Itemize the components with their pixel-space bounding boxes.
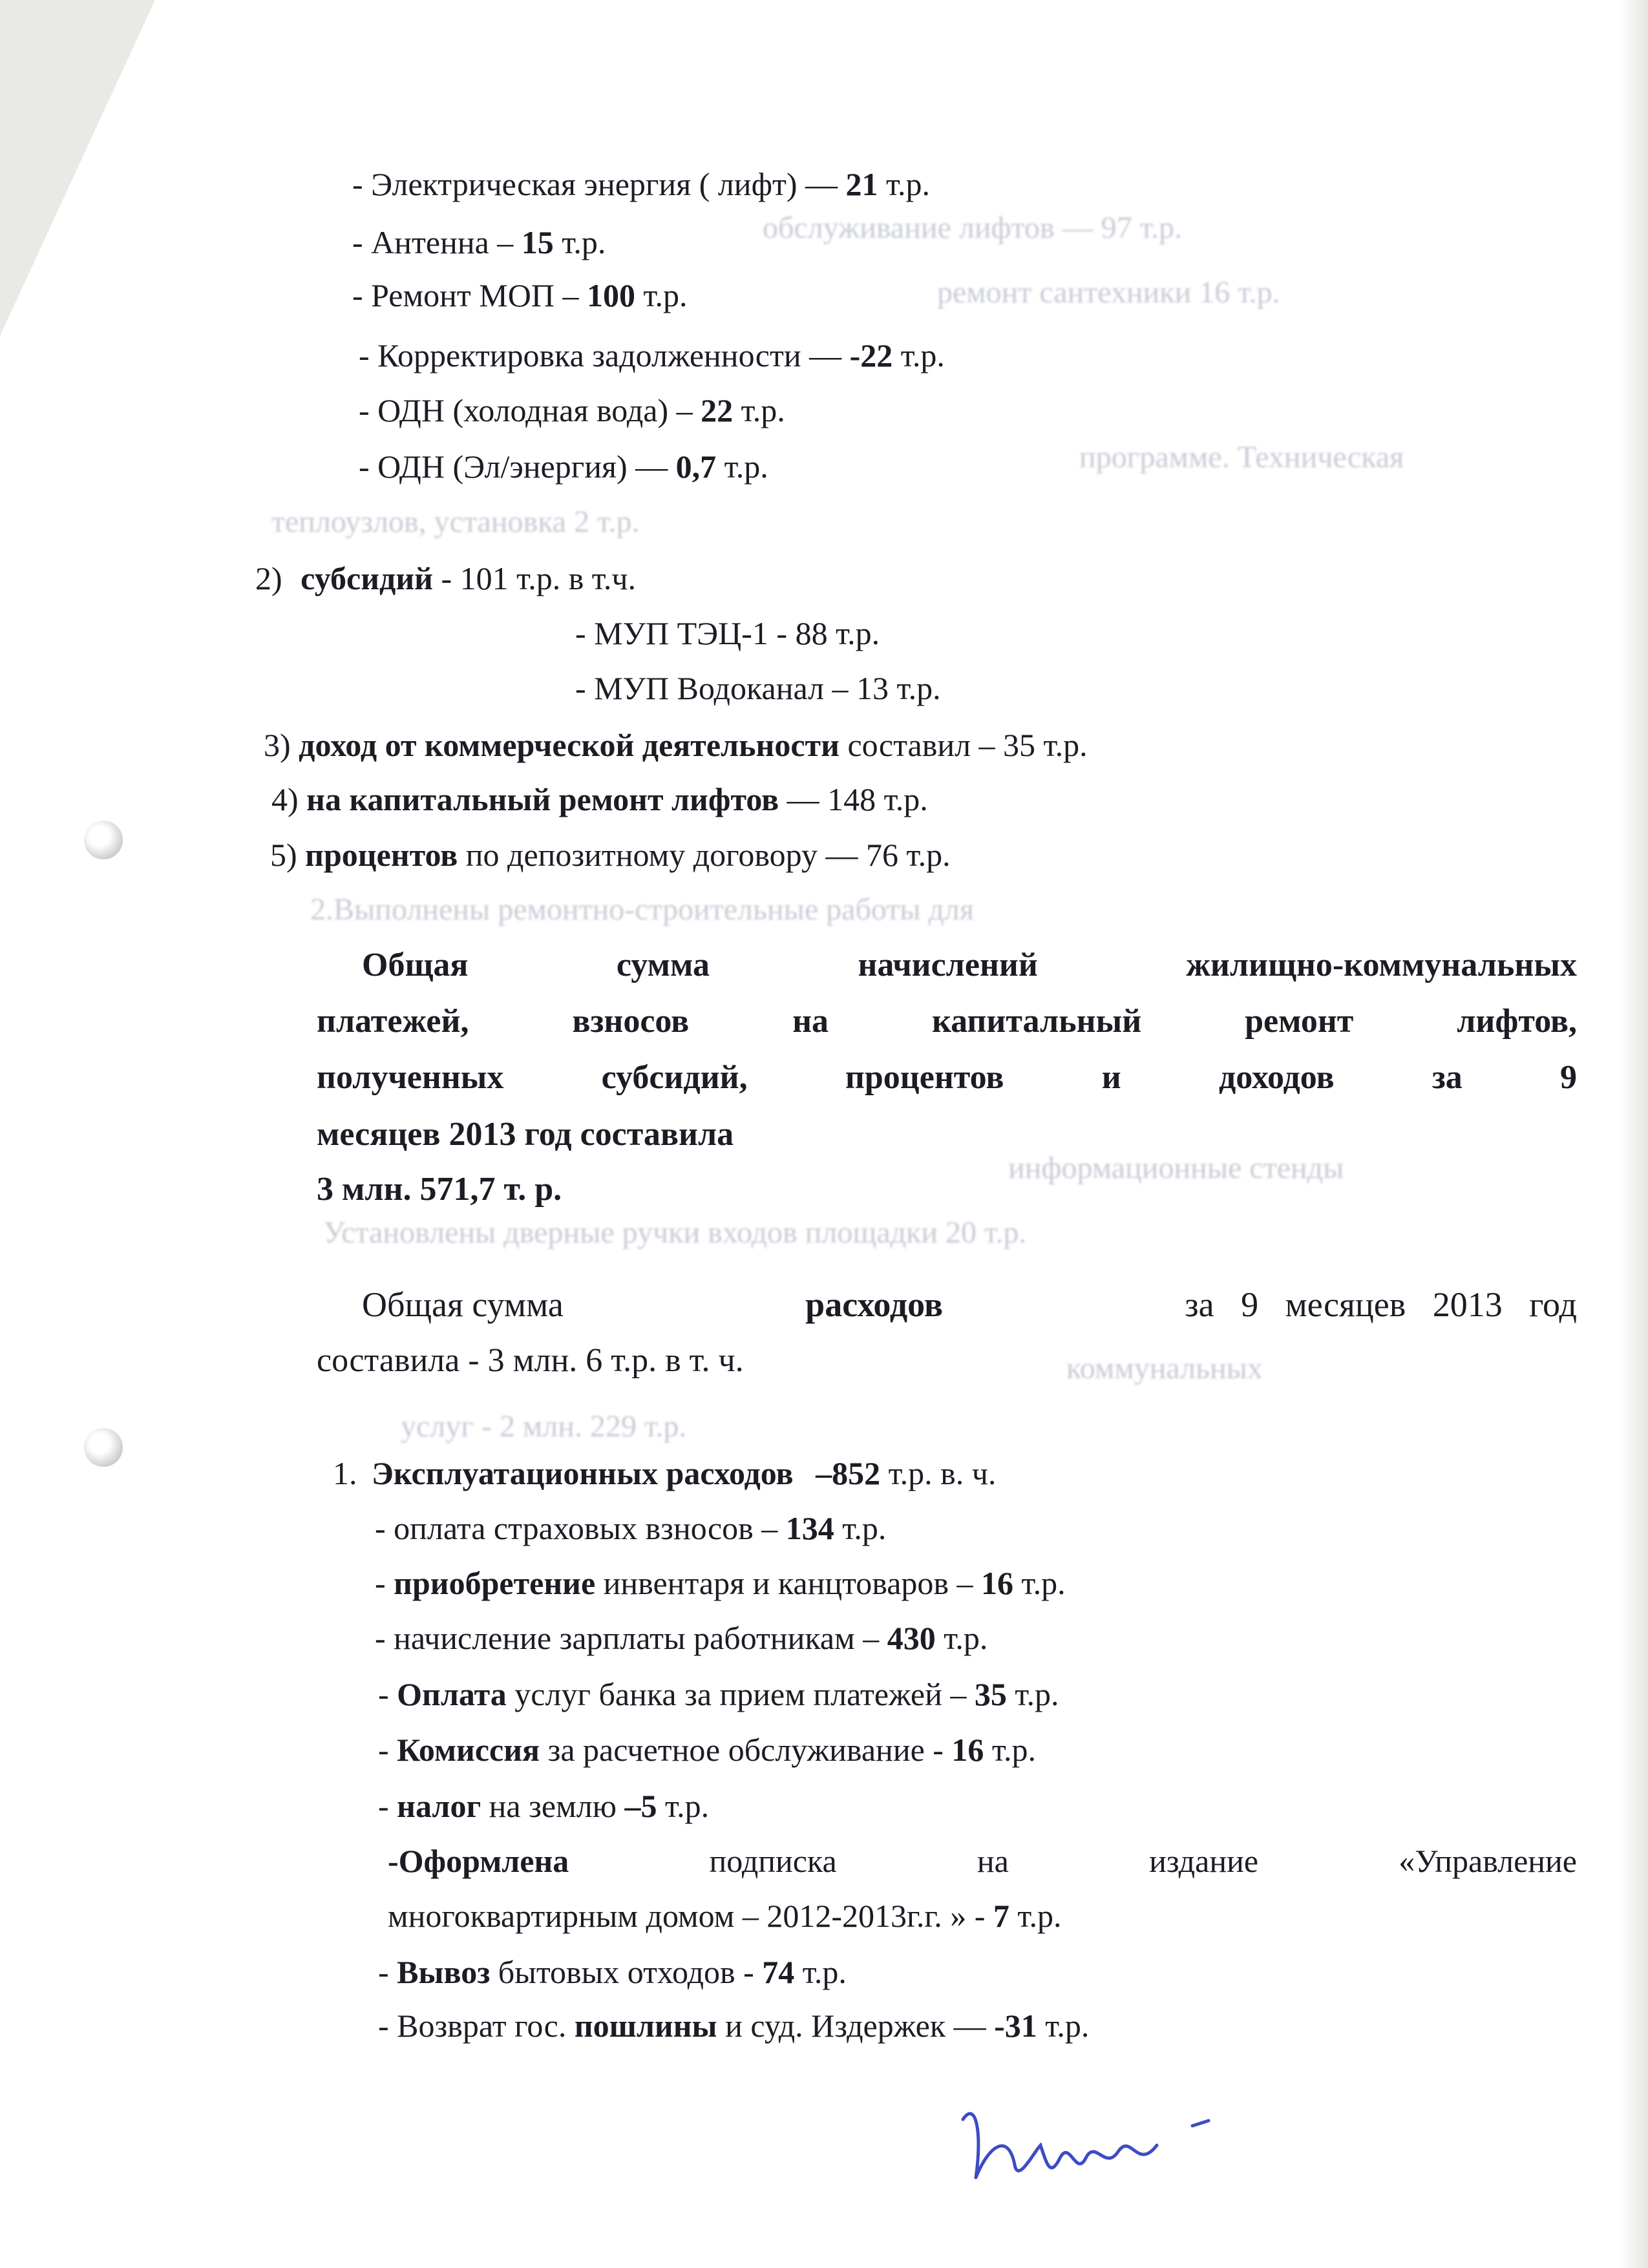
word: т.р. xyxy=(665,1788,710,1824)
word xyxy=(1399,1845,1577,1877)
word: 0,7 xyxy=(675,448,724,485)
expenses-summary-bold: расходов xyxy=(805,1285,943,1324)
word: 134 xyxy=(785,1510,843,1546)
word: — xyxy=(635,448,676,485)
bleed-text: ремонт сантехники 16 т.р. xyxy=(937,275,1280,310)
word: Издержек xyxy=(811,2008,954,2044)
word: - xyxy=(933,1732,952,1768)
word: вода) xyxy=(597,392,677,428)
word: Возврат xyxy=(397,2008,515,2044)
word: Корректировка xyxy=(377,337,593,373)
word: 16 xyxy=(981,1565,1022,1601)
word: Комиссия xyxy=(397,1732,548,1768)
bleed-text: Установлены дверные ручки входов площадки 20 т.р. xyxy=(323,1215,1027,1250)
signature xyxy=(937,2074,1247,2216)
bleed-text: 2.Выполнены ремонтно-строительные работы для xyxy=(310,892,974,927)
word: - xyxy=(375,1620,394,1656)
subsidies-label: субсидий xyxy=(301,560,433,596)
word: — xyxy=(953,2008,995,2044)
word: т.р. xyxy=(885,166,931,202)
word: т.р. xyxy=(724,448,768,485)
expense-item xyxy=(375,1622,988,1654)
list-number: 1. xyxy=(333,1455,357,1491)
word: – xyxy=(676,392,701,428)
word: т.р. xyxy=(1015,1676,1059,1712)
page-edge-shadow xyxy=(1620,0,1648,2268)
word: - xyxy=(352,166,372,202)
word: начисление xyxy=(394,1620,560,1656)
income-summary xyxy=(317,1061,1577,1095)
list-number: 5) xyxy=(270,837,297,873)
word: - xyxy=(974,1898,993,1934)
word: отходов xyxy=(627,1954,744,1990)
folded-corner xyxy=(0,0,155,336)
subsidy-item: - МУП ТЭЦ-1 - 88 т.р. xyxy=(575,615,880,651)
bleed-text: обслуживание лифтов — 97 т.р. xyxy=(763,211,1183,245)
word: т.р. xyxy=(1021,1565,1066,1601)
word: 35 xyxy=(974,1676,1015,1712)
word: ОДН xyxy=(377,392,453,428)
lifts-text: — 148 т.р. xyxy=(779,781,928,817)
expenses-heading xyxy=(333,1457,996,1489)
word: издание xyxy=(1149,1843,1259,1879)
word xyxy=(388,1845,569,1877)
income-item xyxy=(359,394,785,426)
income-item xyxy=(359,339,945,372)
word: расчетное xyxy=(583,1732,728,1768)
word: приобретение xyxy=(394,1565,604,1601)
word: – xyxy=(497,224,522,260)
word: банка xyxy=(598,1676,685,1712)
expense-item xyxy=(378,1678,1059,1710)
word: многоквартирным xyxy=(388,1898,646,1934)
word: доходов xyxy=(1218,1059,1335,1096)
word: капитальный xyxy=(931,1003,1142,1040)
subsidies-line xyxy=(255,562,636,594)
bleed-text: коммунальных xyxy=(1066,1351,1263,1385)
income-item xyxy=(352,226,606,258)
word: – xyxy=(863,1620,887,1656)
list-number: 3) xyxy=(264,727,291,763)
subscription-line xyxy=(388,1845,1577,1877)
word: гос. xyxy=(514,2008,575,2044)
word: налог xyxy=(397,1788,489,1824)
expenses-heading-label: Эксплуатационных расходов xyxy=(372,1455,794,1491)
word: за xyxy=(547,1732,584,1768)
expenses-summary-line xyxy=(362,1287,1577,1322)
expense-item xyxy=(378,1734,1036,1766)
word: лифтов, xyxy=(1457,1003,1577,1040)
word xyxy=(710,1845,837,1877)
subscription-line xyxy=(388,1900,1062,1932)
bleed-text: информационные стенды xyxy=(1008,1151,1344,1185)
word: т.р. xyxy=(741,392,785,428)
word: 7 xyxy=(993,1898,1018,1934)
word: т.р. xyxy=(802,1954,847,1990)
word: подписка xyxy=(709,1843,837,1879)
commercial-label: доход от коммерческой деятельности xyxy=(299,727,840,763)
word: т.р. xyxy=(991,1732,1037,1768)
word: на xyxy=(977,1843,1009,1879)
income-summary xyxy=(317,949,1577,982)
word: – xyxy=(742,1898,767,1934)
word: обслуживание xyxy=(728,1732,933,1768)
interest-label: процентов xyxy=(305,837,458,873)
word: и xyxy=(1101,1059,1121,1096)
word: - xyxy=(359,337,378,373)
word: - xyxy=(378,1676,397,1712)
bleed-text: услуг - 2 млн. 229 т.р. xyxy=(401,1409,687,1444)
summary-line xyxy=(317,1005,1577,1038)
word: Антенна xyxy=(371,224,498,260)
word: 430 xyxy=(887,1620,944,1656)
commercial-line xyxy=(264,729,1088,761)
expense-item xyxy=(375,1512,886,1544)
word: - xyxy=(378,1954,397,1990)
word: т.р. xyxy=(944,1620,988,1656)
word: энергия xyxy=(584,166,699,202)
lifts-line xyxy=(271,783,928,815)
word: взносов xyxy=(572,1003,690,1040)
word: – xyxy=(950,1676,975,1712)
income-item xyxy=(352,279,688,311)
expenses-summary-pre: Общая сумма xyxy=(362,1285,564,1324)
word: за xyxy=(1431,1059,1463,1096)
word: – xyxy=(956,1565,982,1601)
income-summary xyxy=(317,1005,1577,1038)
word: -31 xyxy=(994,2008,1046,2044)
word: -Оформлена xyxy=(388,1843,569,1879)
word: - xyxy=(359,448,378,485)
word: Ремонт xyxy=(371,277,480,313)
lifts-label: на капитальный ремонт лифтов xyxy=(306,781,779,817)
word: жилищно-коммунальных xyxy=(1186,947,1577,983)
word: т.р. xyxy=(1017,1898,1062,1934)
word: и xyxy=(725,2008,751,2044)
word: на xyxy=(792,1003,829,1040)
word: лифт) xyxy=(717,166,805,202)
word: землю xyxy=(529,1788,625,1824)
expenses-summary-line: составила - 3 млн. 6 т.р. в т. ч. xyxy=(317,1342,744,1379)
expense-item xyxy=(378,1790,709,1822)
word: - xyxy=(359,392,378,428)
subsidies-text: - 101 т.р. в т.ч. xyxy=(432,560,637,596)
word: 9 xyxy=(1560,1059,1577,1096)
word: т.р. xyxy=(900,337,945,373)
expenses-heading-post: т.р. в. ч. xyxy=(880,1455,997,1491)
income-item xyxy=(352,168,930,200)
word: - xyxy=(378,1732,397,1768)
word: — xyxy=(805,166,846,202)
word: (Эл/энергия) xyxy=(452,448,636,485)
interest-text: по депозитному договору — 76 т.р. xyxy=(458,837,951,873)
word: полученных xyxy=(317,1059,504,1096)
word: пошлины xyxy=(574,2008,726,2044)
word: работникам xyxy=(693,1620,863,1656)
word: на xyxy=(489,1788,529,1824)
bleed-text: программе. Техническая xyxy=(1079,440,1404,474)
word xyxy=(1149,1845,1258,1877)
word: т.р. xyxy=(842,1510,887,1546)
word: зарплаты xyxy=(559,1620,694,1656)
word: т.р. xyxy=(643,277,688,313)
word: Общая xyxy=(362,947,469,983)
word: 2012-2013г.г. xyxy=(766,1898,951,1934)
word: канцтоваров xyxy=(777,1565,957,1601)
word: сумма xyxy=(616,947,710,983)
word: страховых xyxy=(493,1510,646,1546)
commercial-text: составил – 35 т.р. xyxy=(839,727,1088,763)
punch-hole xyxy=(84,1428,123,1467)
word: оплата xyxy=(394,1510,494,1546)
summary-line xyxy=(362,949,1577,982)
word: и xyxy=(752,1565,778,1601)
expense-item xyxy=(375,1567,1066,1599)
punch-hole xyxy=(84,821,123,859)
word: т.р. xyxy=(1045,2008,1090,2044)
word: ( xyxy=(699,166,718,202)
word: «Управление xyxy=(1399,1843,1577,1879)
word: –5 xyxy=(624,1788,666,1824)
word: (холодная xyxy=(452,392,597,428)
word: взносов xyxy=(645,1510,762,1546)
word: прием xyxy=(719,1676,814,1712)
word: за xyxy=(684,1676,720,1712)
bleed-text: теплоузлов, установка 2 т.р. xyxy=(271,505,640,539)
summary-line xyxy=(317,1061,1577,1095)
word: платежей, xyxy=(317,1003,469,1040)
word: - xyxy=(352,224,372,260)
word: МОП xyxy=(479,277,563,313)
expense-item xyxy=(378,2010,1089,2042)
word: 21 xyxy=(845,166,886,202)
subsidy-item: - МУП Водоканал – 13 т.р. xyxy=(575,670,941,706)
word: - xyxy=(378,1788,397,1824)
word: — xyxy=(809,337,850,373)
expenses-heading-value: –852 xyxy=(816,1455,881,1491)
word: » xyxy=(950,1898,975,1934)
word: ОДН xyxy=(377,448,453,485)
word: инвентаря xyxy=(603,1565,753,1601)
income-item xyxy=(359,450,768,483)
word: бытовых xyxy=(498,1954,628,1990)
word: суд. xyxy=(750,2008,812,2044)
word: 16 xyxy=(951,1732,992,1768)
word: - xyxy=(352,277,372,313)
word: т.р. xyxy=(562,224,606,260)
list-number: 4) xyxy=(271,781,299,817)
interest-line xyxy=(270,839,951,871)
income-total: 3 млн. 571,7 т. р. xyxy=(317,1171,562,1208)
word: 100 xyxy=(586,277,644,313)
word: -22 xyxy=(849,337,901,373)
expense-item xyxy=(378,1956,847,1988)
word: домом xyxy=(646,1898,743,1934)
word: 15 xyxy=(521,224,562,260)
word: Оплата xyxy=(397,1676,515,1712)
word: - xyxy=(375,1510,394,1546)
word: субсидий, xyxy=(601,1059,748,1096)
expenses-summary-post: за 9 месяцев 2013 год xyxy=(1185,1285,1577,1324)
income-summary: месяцев 2013 год составила xyxy=(317,1116,734,1153)
word: – xyxy=(761,1510,786,1546)
word: платежей xyxy=(813,1676,951,1712)
word: начислений xyxy=(858,947,1038,983)
word: - xyxy=(743,1954,763,1990)
word: - xyxy=(378,2008,397,2044)
word: Вывоз xyxy=(397,1954,498,1990)
word: - xyxy=(375,1565,394,1601)
word: – xyxy=(562,277,587,313)
word: 74 xyxy=(762,1954,803,1990)
word: 22 xyxy=(701,392,741,428)
word: Электрическая xyxy=(371,166,584,202)
word: задолженности xyxy=(592,337,810,373)
word: ремонт xyxy=(1245,1003,1354,1040)
word xyxy=(977,1845,1009,1877)
word: процентов xyxy=(845,1059,1004,1096)
list-number: 2) xyxy=(255,560,282,596)
word: услуг xyxy=(514,1676,599,1712)
